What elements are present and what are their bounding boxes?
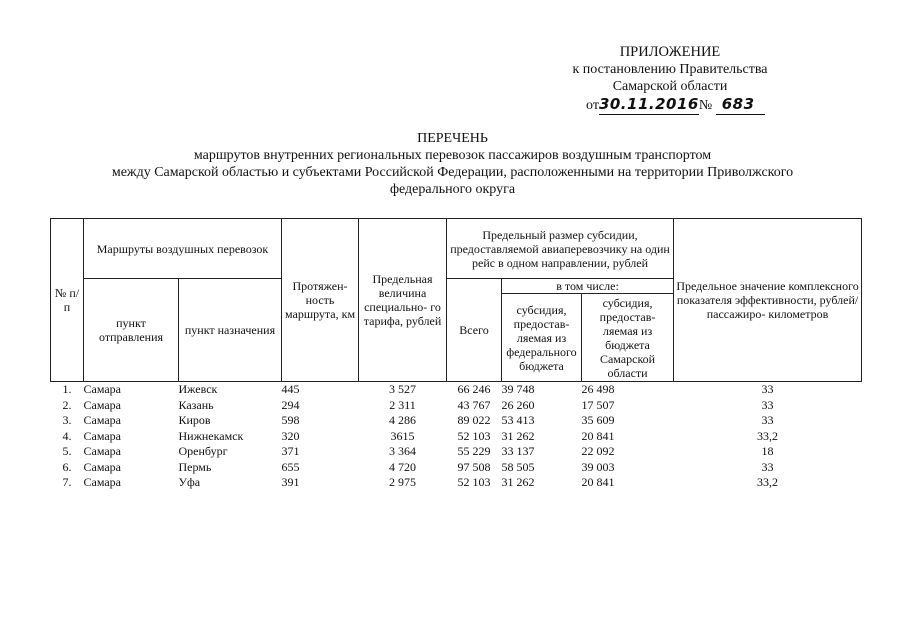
table-row bbox=[51, 475, 862, 491]
cell-regional: 39 003 bbox=[581, 459, 615, 474]
table-row bbox=[51, 398, 862, 414]
cell-tariff: 4 286 bbox=[389, 413, 417, 427]
cell-federal: 31 262 bbox=[501, 475, 535, 489]
cell-from: Самара bbox=[83, 459, 121, 474]
appendix-line-2: Самарской области bbox=[612, 79, 728, 94]
cell-tariff: 2 311 bbox=[389, 397, 416, 412]
heading-line-1: маршрутов внутренних региональных перевозок пассажиров воздушным транспортом bbox=[193, 148, 712, 163]
decree-number: 683 bbox=[721, 95, 755, 113]
header-length: Протяжен- ность маршрута, км bbox=[282, 219, 359, 382]
table-row bbox=[51, 460, 862, 476]
header-total: Всего bbox=[447, 279, 502, 382]
cell-kpi: 33,2 bbox=[757, 428, 779, 443]
cell-num: 2. bbox=[62, 397, 72, 412]
cell-length: 371 bbox=[281, 444, 300, 458]
cell-from: Самара bbox=[83, 382, 121, 396]
cell-regional: 20 841 bbox=[581, 475, 615, 489]
decree-date: 30.11.2016 bbox=[598, 95, 699, 113]
header-routes: Маршруты воздушных перевозок bbox=[84, 219, 282, 279]
cell-length: 320 bbox=[281, 428, 300, 443]
cell-from: Самара bbox=[83, 444, 121, 458]
cell-federal: 39 748 bbox=[501, 382, 535, 396]
cell-regional: 35 609 bbox=[581, 413, 615, 427]
cell-to: Ижевск bbox=[178, 382, 218, 396]
cell-num: 1. bbox=[62, 382, 72, 396]
cell-total: 66 246 bbox=[457, 382, 491, 396]
appendix-title: ПРИЛОЖЕНИЕ bbox=[619, 44, 721, 60]
cell-kpi: 33 bbox=[761, 413, 774, 427]
cell-kpi: 33 bbox=[761, 397, 774, 412]
table-row bbox=[51, 429, 862, 445]
cell-tariff: 4 720 bbox=[389, 459, 417, 474]
header-num: № п/п bbox=[51, 219, 84, 382]
cell-length: 655 bbox=[281, 459, 300, 474]
header-subsidy: Предельный размер субсидии, предоставляемой авиаперевозчику на один рейс в одном направлении, рублей bbox=[447, 219, 674, 279]
cell-kpi: 33 bbox=[761, 382, 774, 396]
cell-regional: 26 498 bbox=[581, 382, 615, 396]
cell-to: Казань bbox=[178, 397, 214, 412]
cell-total: 52 103 bbox=[457, 475, 491, 489]
cell-num: 3. bbox=[62, 413, 72, 427]
cell-tariff: 2 975 bbox=[389, 475, 417, 489]
appendix-block bbox=[540, 44, 800, 95]
cell-to: Нижнекамск bbox=[178, 428, 244, 443]
cell-from: Самара bbox=[83, 428, 121, 443]
cell-to: Киров bbox=[178, 413, 211, 427]
header-tariff: Предельная величина специально- го тарифа, рублей bbox=[359, 219, 447, 382]
cell-total: 52 103 bbox=[457, 428, 491, 443]
cell-federal: 58 505 bbox=[501, 459, 535, 474]
header-federal: субсидия, предостав- ляемая из федерального бюджета bbox=[502, 294, 582, 382]
heading-title: ПЕРЕЧЕНЬ bbox=[417, 131, 488, 146]
cell-kpi: 33,2 bbox=[757, 475, 779, 489]
cell-from: Самара bbox=[83, 413, 121, 427]
cell-to: Пермь bbox=[178, 459, 212, 474]
cell-federal: 31 262 bbox=[501, 428, 535, 443]
heading-line-3: федерального округа bbox=[389, 182, 516, 197]
cell-kpi: 33 bbox=[761, 459, 774, 474]
document-heading bbox=[0, 130, 905, 198]
appendix-line-1: к постановлению Правительства bbox=[572, 62, 768, 77]
cell-length: 391 bbox=[281, 475, 300, 489]
cell-total: 89 022 bbox=[457, 413, 491, 427]
routes-table bbox=[50, 218, 862, 491]
cell-num: 7. bbox=[62, 475, 72, 489]
cell-total: 97 508 bbox=[457, 459, 491, 474]
cell-num: 6. bbox=[62, 459, 72, 474]
cell-from: Самара bbox=[83, 475, 121, 489]
cell-federal: 26 260 bbox=[501, 397, 535, 412]
cell-from: Самара bbox=[83, 397, 121, 412]
cell-to: Оренбург bbox=[178, 444, 228, 458]
header-to: пункт назначения bbox=[179, 279, 282, 382]
header-from: пункт отправления bbox=[84, 279, 179, 382]
cell-total: 43 767 bbox=[457, 397, 491, 412]
number-prefix: № bbox=[698, 98, 713, 113]
cell-tariff: 3 364 bbox=[389, 444, 417, 458]
cell-length: 445 bbox=[281, 382, 300, 396]
cell-regional: 20 841 bbox=[581, 428, 615, 443]
cell-regional: 17 507 bbox=[581, 397, 615, 412]
cell-length: 294 bbox=[281, 397, 300, 412]
header-including: в том числе: bbox=[502, 279, 674, 294]
decree-date-line bbox=[586, 95, 765, 115]
cell-length: 598 bbox=[281, 413, 300, 427]
cell-tariff: 3 527 bbox=[389, 382, 417, 396]
header-kpi: Предельное значение комплексного показателя эффективности, рублей/пассажиро- километров bbox=[674, 219, 862, 382]
cell-num: 4. bbox=[62, 428, 72, 443]
table-row bbox=[51, 382, 862, 398]
cell-regional: 22 092 bbox=[581, 444, 615, 458]
cell-federal: 53 413 bbox=[501, 413, 535, 427]
cell-tariff: 3615 bbox=[390, 428, 415, 443]
cell-num: 5. bbox=[62, 444, 72, 458]
table-body bbox=[51, 382, 862, 491]
cell-total: 55 229 bbox=[457, 444, 491, 458]
cell-kpi: 18 bbox=[761, 444, 774, 458]
header-regional: субсидия, предостав- ляемая из бюджета Самарской области bbox=[582, 294, 674, 382]
date-prefix: от bbox=[586, 98, 599, 113]
table-row bbox=[51, 444, 862, 460]
cell-federal: 33 137 bbox=[501, 444, 535, 458]
heading-line-2: между Самарской областью и субъектами Российской Федерации, расположенными на территории Приволжского bbox=[111, 165, 794, 180]
table-row bbox=[51, 413, 862, 429]
cell-to: Уфа bbox=[178, 475, 201, 489]
